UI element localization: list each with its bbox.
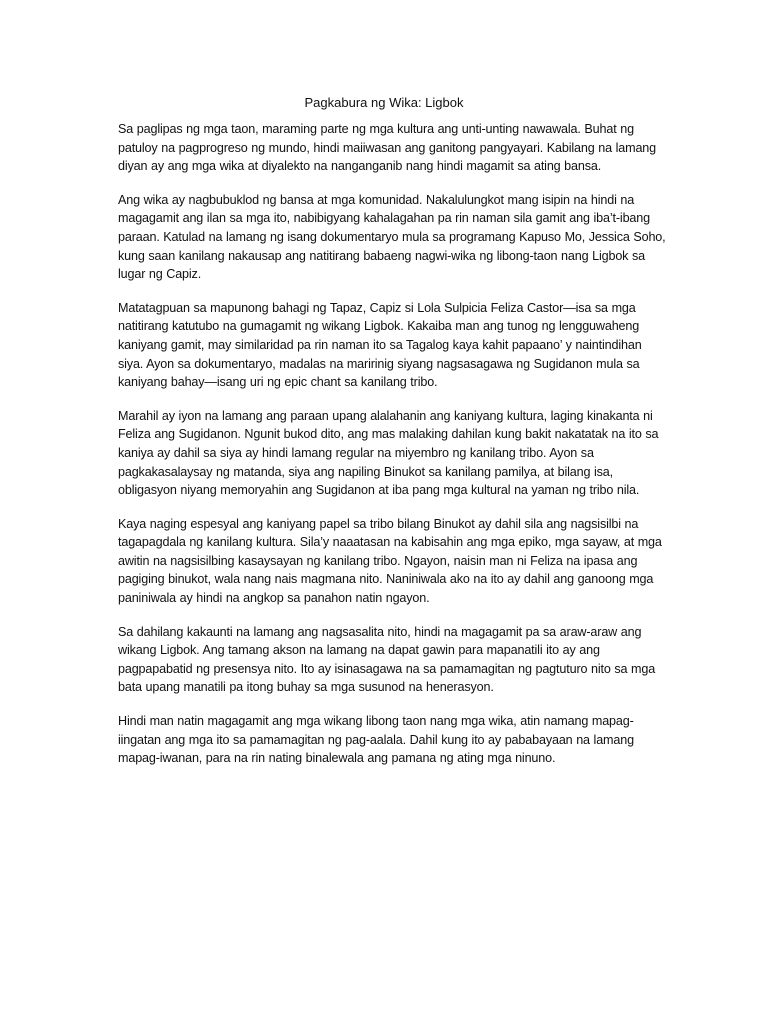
paragraph-7: Hindi man natin magagamit ang mga wikang libong taon nang mga wika, atin namang mapag-iingatan ang mga ito sa pamamagitan ng pag-aalala. Dahil kung ito ay pababayaan na lamang mapag-iwanan, para na rin nating binalewala ang pamana ng ating mga ninuno. [118, 714, 634, 766]
document-body [118, 120, 666, 783]
paragraph-3: Matatagpuan sa mapunong bahagi ng Tapaz, Capiz si Lola Sulpicia Feliza Castor—isa sa mga natitirang katutubo na gumagamit ng wikang Ligbok. Kakaiba man ang tunog ng lengguwaheng kaniyang gamit, may similaridad pa rin naman ito sa Tagalog kaya kahit papaano’ y naintindihan siya. Ayon sa dokumentaryo, madalas na maririnig siyang nagsasagawa ng Sugidanon mula sa kaniyang bahay—isang uri ng epic chant sa kanilang tribo. [118, 300, 642, 390]
paragraph-2: Ang wika ay nagbubuklod ng bansa at mga komunidad. Nakalulungkot mang isipin na hindi na magagamit ang ilan sa mga ito, nabibigyang kahalagahan pa rin naman sila gamit ang iba’t-ibang paraan. Katulad na lamang ng isang dokumentaryo mula sa programang Kapuso Mo, Jessica Soho, kung saan kanilang nakausap ang natitirang babaeng nagwi-wika ng libong-taon nang Ligbok sa lugar ng Capiz. [118, 192, 666, 282]
paragraph-5: Kaya naging espesyal ang kaniyang papel sa tribo bilang Binukot ay dahil sila ang nagsisilbi na tagapagdala ng kanilang kultura. Sila’y naaatasan na kabisahin ang mga epiko, mga sayaw, at mga awitin na nagsisilbing kasaysayan ng kanilang tribo. Ngayon, naisin man ni Feliza na ipasa ang pagiging binukot, wala nang nais magmana nito. Naniniwala ako na ito ay dahil ang ganoong mga paniniwala ay hindi na angkop sa panahon natin ngayon. [118, 516, 662, 606]
paragraph-4: Marahil ay iyon na lamang ang paraan upang alalahanin ang kaniyang kultura, laging kinakanta ni Feliza ang Sugidanon. Ngunit bukod dito, ang mas malaking dahilan kung bakit nakatatak na ito sa kaniya ay dahil sa siya ay hindi lamang regular na miyembro ng kanilang tribo. Ayon sa pagkakasalaysay ng matanda, siya ang napiling Binukot sa kanilang pamilya, at bilang isa, obligasyon niyang memoryahin ang Sugidanon at iba pang mga kultural na yaman ng tribo nila. [118, 408, 659, 498]
paragraph-6: Sa dahilang kakaunti na lamang ang nagsasalita nito, hindi na magagamit pa sa araw-araw ang wikang Ligbok. Ang tamang akson na lamang na dapat gawin para mapanatili ito ay ang pagpapabatid ng presensya nito. Ito ay isinasagawa na sa pamamagitan ng pagtuturo nito sa mga bata upang manatili pa itong buhay sa mga susunod na henerasyon. [118, 624, 656, 695]
paragraph-1: Sa paglipas ng mga taon, maraming parte ng mga kultura ang unti-unting nawawala. Buhat ng patuloy na pagprogreso ng mundo, hindi maiiwasan ang ganitong pangyayari. Kabilang na lamang diyan ay ang mga wika at diyalekto na nanganganib nang hindi magamit sa ating bansa. [118, 122, 657, 174]
document-title: Pagkabura ng Wika: Ligbok [304, 95, 464, 110]
